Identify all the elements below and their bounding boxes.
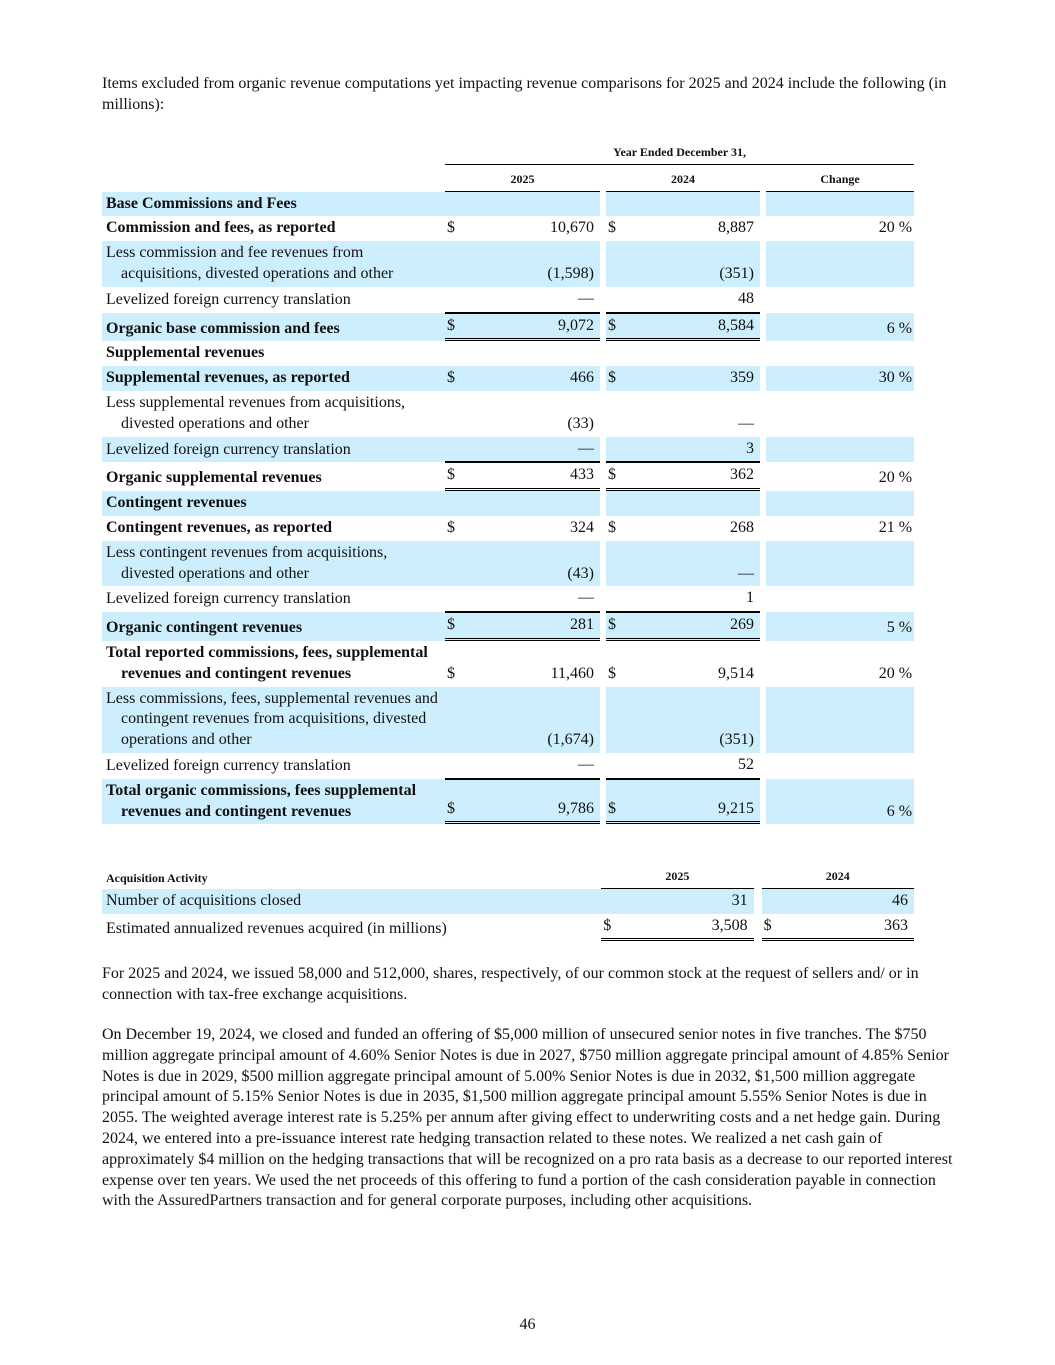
currency-symbol-2025 (445, 541, 463, 587)
row-label: Supplemental revenues (106, 344, 265, 362)
table-row (102, 687, 914, 753)
page-number: 46 (519, 1316, 536, 1333)
currency-symbol-2024 (606, 241, 624, 287)
row-label: Contingent revenues (102, 491, 445, 516)
row-label: Total reported commissions, fees, supplemental revenues and contingent revenues (106, 643, 428, 682)
acq-value-2024: 363 (778, 914, 914, 942)
table-header-row (102, 165, 914, 192)
currency-symbol-2024: $ (606, 366, 624, 391)
table-row (102, 366, 914, 391)
acq-row-label: Number of acquisitions closed (102, 889, 601, 914)
table-row (102, 241, 914, 287)
value-2025: 11,460 (550, 664, 594, 682)
change-percent (766, 391, 914, 437)
table-row (102, 287, 914, 313)
value-2024: (351) (624, 241, 760, 287)
senior-notes-paragraph: On December 19, 2024, we closed and funded an offering of $5,000 million of unsecured senior notes in five tranches. The $750 million aggregate principal amount of 4.60% Senior Notes is due in 2027, $750 million aggregate principal amount of 4.85% Senior Notes is due in 2029, $500 million aggregate principal amount of 5.00% Senior Notes is due in 2032, $1,500 million aggregate principal amount of 5.15% Senior Notes is due in 2035, $1,500 million aggregate principal amount 5.55% Senior Notes is due in 2055. The weighted average interest rate is 5.25% per annum after giving effect to underwriting costs and a net hedge gain. During 2024, we entered into a pre-issuance interest rate hedging transaction related to these notes. We realized a net cash gain of approximately $4 million on the hedging transactions that will be recognized on a pro rata basis as a decrease to our reported interest expense over ten years. We used the net proceeds of this offering to fund a portion of the cash consideration payable in connection with the AssuredPartners transaction and for general corporate purposes, including other acquisitions. (102, 1026, 953, 1210)
row-label: Contingent revenues, as reported (106, 518, 333, 536)
currency-symbol-2025 (445, 192, 463, 217)
table-row (102, 541, 914, 587)
acquisition-activity-table (102, 866, 914, 941)
row-label: Organic base commission and fees (102, 313, 445, 342)
acq-col-header-2025: 2025 (601, 866, 753, 889)
row-label: Less contingent revenues from acquisitions, divested operations and other (102, 541, 445, 587)
acq-value-2024: 46 (778, 889, 914, 914)
currency-symbol-2024: $ (606, 612, 624, 641)
row-label: Organic supplemental revenues (106, 469, 322, 487)
change-percent: 6 % (766, 779, 914, 825)
value-2025: — (463, 753, 600, 779)
currency-symbol-2024: $ (608, 664, 616, 682)
value-2025: (1,598) (463, 241, 600, 287)
currency-symbol-2025: $ (445, 366, 463, 391)
value-2025: (43) (463, 541, 600, 587)
currency-symbol-2025 (445, 241, 463, 287)
change-percent: 20 % (878, 469, 913, 487)
table-row (102, 462, 914, 491)
currency-symbol-2025 (445, 687, 463, 753)
value-2025 (463, 341, 600, 366)
value-2024 (624, 491, 760, 516)
currency-symbol-2024 (606, 687, 624, 753)
acq-row-label: Estimated annualized revenues acquired (in millions) (106, 919, 447, 937)
currency-symbol-2025 (445, 491, 463, 516)
change-percent: 20 % (878, 664, 913, 682)
col-header-2025: 2025 (445, 165, 600, 192)
currency-symbol-2024 (606, 287, 624, 313)
change-percent (766, 491, 914, 516)
value-2024: (351) (624, 687, 760, 753)
value-2024: 359 (624, 366, 760, 391)
value-2024: 362 (624, 462, 760, 491)
acq-row (102, 914, 914, 942)
table-row (102, 391, 914, 437)
table-row (102, 779, 914, 825)
change-percent: 6 % (766, 313, 914, 342)
change-percent: 5 % (766, 612, 914, 641)
value-2025: 10,670 (550, 219, 594, 237)
value-2024 (624, 192, 760, 217)
table-header-group-row (102, 142, 914, 165)
currency-symbol-2025 (445, 437, 463, 463)
value-2024: 269 (624, 612, 760, 641)
row-label: Levelized foreign currency translation (106, 756, 351, 774)
currency-symbol-2024 (606, 753, 624, 779)
organic-revenue-table (102, 142, 914, 824)
table-row (102, 491, 914, 516)
value-2025: (33) (567, 414, 594, 432)
value-2025: 9,786 (463, 779, 600, 825)
value-2025: — (463, 437, 600, 463)
currency-symbol-2024 (606, 491, 624, 516)
column-gap (754, 889, 762, 914)
value-2025: 9,072 (463, 313, 600, 342)
currency-symbol-2025: $ (445, 779, 463, 825)
currency-symbol-2024 (606, 341, 624, 366)
value-2025: (1,674) (463, 687, 600, 753)
acq-currency-2024: $ (762, 914, 778, 942)
value-2025: 324 (570, 518, 594, 536)
value-2025: — (463, 287, 600, 313)
row-label: Organic contingent revenues (102, 612, 445, 641)
column-gap (754, 914, 762, 942)
currency-symbol-2024: $ (606, 462, 624, 491)
year-ended-header: Year Ended December 31, (445, 142, 914, 165)
currency-symbol-2024: $ (608, 219, 616, 237)
acq-currency-2025 (601, 889, 617, 914)
row-label: Levelized foreign currency translation (102, 437, 445, 463)
value-2025: 281 (463, 612, 600, 641)
value-2024: 268 (730, 518, 754, 536)
change-percent (766, 687, 914, 753)
value-2024: 9,514 (718, 664, 754, 682)
change-percent (766, 241, 914, 287)
value-2025: — (463, 586, 600, 612)
row-label: Less supplemental revenues from acquisitions, divested operations and other (106, 393, 406, 432)
currency-symbol-2025: $ (445, 462, 463, 491)
col-header-2024: 2024 (606, 165, 760, 192)
acq-value-2025: 31 (617, 889, 753, 914)
value-2024: — (624, 541, 760, 587)
row-label: Supplemental revenues, as reported (102, 366, 445, 391)
value-2025 (463, 491, 600, 516)
currency-symbol-2024 (606, 586, 624, 612)
currency-symbol-2024: $ (606, 779, 624, 825)
col-header-change: Change (766, 165, 914, 192)
value-2024: 1 (624, 586, 760, 612)
currency-symbol-2025 (445, 391, 463, 437)
value-2024 (624, 341, 760, 366)
value-2025: 466 (463, 366, 600, 391)
change-percent (766, 341, 914, 366)
currency-symbol-2024 (606, 437, 624, 463)
currency-symbol-2025 (445, 586, 463, 612)
table-row (102, 516, 914, 541)
table-row (102, 192, 914, 217)
currency-symbol-2025 (445, 753, 463, 779)
table-row (102, 641, 914, 687)
currency-symbol-2025: $ (447, 518, 455, 536)
value-2024: — (738, 414, 754, 432)
currency-symbol-2024 (606, 192, 624, 217)
acq-currency-2024 (762, 889, 778, 914)
change-percent: 21 % (878, 518, 913, 536)
acq-value-2025: 3,508 (617, 914, 753, 942)
row-label: Total organic commissions, fees supplemental revenues and contingent revenues (102, 779, 445, 825)
value-2025: 433 (463, 462, 600, 491)
value-2024: 52 (624, 753, 760, 779)
change-percent (766, 437, 914, 463)
row-label: Levelized foreign currency translation (106, 290, 351, 308)
acq-row (102, 889, 914, 914)
change-percent (766, 287, 914, 313)
row-label: Less commission and fee revenues from acquisitions, divested operations and other (102, 241, 445, 287)
currency-symbol-2025: $ (447, 219, 455, 237)
change-percent (766, 541, 914, 587)
currency-symbol-2025 (445, 287, 463, 313)
row-label: Base Commissions and Fees (102, 192, 445, 217)
currency-symbol-2025: $ (445, 612, 463, 641)
change-percent (766, 753, 914, 779)
value-2024: 8,887 (718, 219, 754, 237)
acq-col-header-2024: 2024 (762, 866, 914, 889)
row-label: Levelized foreign currency translation (106, 590, 351, 608)
currency-symbol-2024 (606, 541, 624, 587)
row-label: Less commissions, fees, supplemental revenues and contingent revenues from acquisitions, divested operations and other (102, 687, 445, 753)
table-row (102, 612, 914, 641)
currency-symbol-2024: $ (608, 518, 616, 536)
change-percent (766, 192, 914, 217)
value-2024: 48 (624, 287, 760, 313)
value-2024: 9,215 (624, 779, 760, 825)
table-row (102, 216, 914, 241)
currency-symbol-2025: $ (447, 664, 455, 682)
change-percent: 20 % (878, 219, 913, 237)
table-row (102, 313, 914, 342)
change-percent: 30 % (766, 366, 914, 391)
table-row (102, 341, 914, 366)
value-2024: 8,584 (624, 313, 760, 342)
table-row (102, 437, 914, 463)
shares-issued-paragraph: For 2025 and 2024, we issued 58,000 and 512,000, shares, respectively, of our common stock at the request of sellers and/ or in connection with tax-free exchange acquisitions. (102, 965, 919, 1003)
value-2025 (463, 192, 600, 217)
currency-symbol-2024 (606, 391, 624, 437)
currency-symbol-2025 (445, 341, 463, 366)
change-percent (766, 586, 914, 612)
table-row (102, 753, 914, 779)
currency-symbol-2024: $ (606, 313, 624, 342)
table-row (102, 586, 914, 612)
acq-currency-2025: $ (601, 914, 617, 942)
value-2024: 3 (624, 437, 760, 463)
intro-paragraph: Items excluded from organic revenue computations yet impacting revenue comparisons for 2025 and 2024 include the following (in millions): (102, 75, 947, 113)
row-label: Commission and fees, as reported (106, 219, 336, 237)
acq-title: Acquisition Activity (106, 871, 208, 885)
currency-symbol-2025: $ (445, 313, 463, 342)
acq-header-row (102, 866, 914, 889)
